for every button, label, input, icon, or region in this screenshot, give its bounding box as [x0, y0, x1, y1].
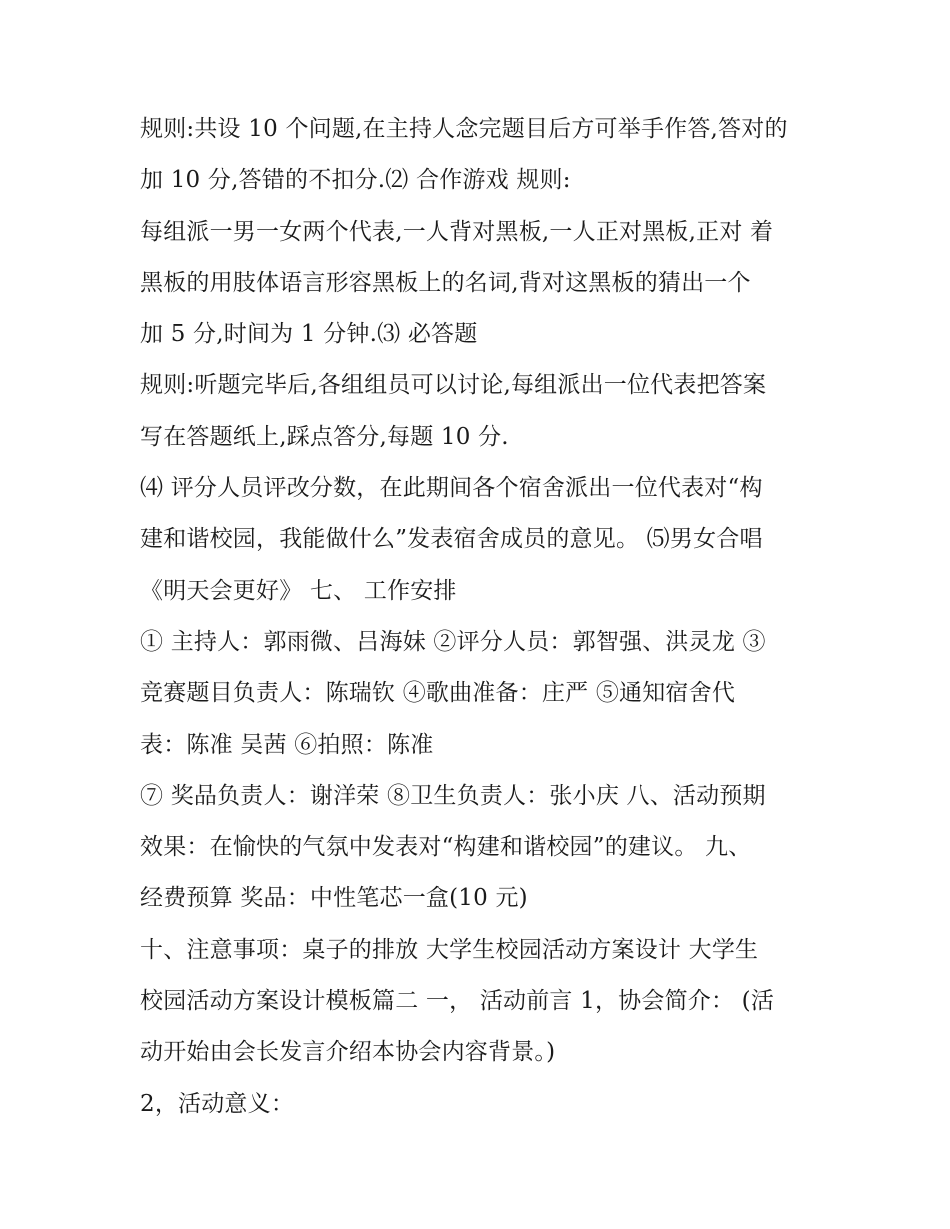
text-line: 加 5 分,时间为 1 分钟.⑶ 必答题 [140, 321, 478, 348]
text-line: 表：陈准 吴茜 ⑥拍照：陈准 [140, 731, 434, 758]
text-line: 十、注意事项：桌子的排放 大学生校园活动方案设计 大学生 [140, 936, 759, 963]
text-line: ⑦ 奖品负责人：谢洋荣 ⑧卫生负责人：张小庆 八、活动预期 [140, 782, 766, 809]
text-line: 效果：在愉快的气氛中发表对“构建和谐校园”的建议。 九、 [140, 834, 752, 861]
text-line: 黑板的用肢体语言形容黑板上的名词,背对这黑板的猜出一个 [140, 269, 751, 296]
text-line: 规则:听题完毕后,各组组员可以讨论,每组派出一位代表把答案 [140, 372, 767, 399]
text-line: 经费预算 奖品：中性笔芯一盒(10 元) [140, 885, 528, 912]
text-line: 动开始由会长发言介绍本协会内容背景。) [140, 1039, 556, 1066]
text-line: 建和谐校园，我能做什么”发表宿舍成员的意见。 ⑸男女合唱 [140, 526, 763, 553]
text-line: 竞赛题目负责人：陈瑞钦 ④歌曲准备：庄严 ⑤通知宿舍代 [140, 680, 736, 707]
text-line: 校园活动方案设计模板篇二 一， 活动前言 1，协会简介： (活 [140, 988, 775, 1015]
text-line: 写在答题纸上,踩点答分,每题 10 分. [140, 423, 509, 450]
text-line: 每组派一男一女两个代表,一人背对黑板,一人正对黑板,正对 着 [140, 218, 774, 245]
text-line: ⑷ 评分人员评改分数，在此期间各个宿舍派出一位代表对“构 [140, 475, 763, 502]
text-line: 加 10 分,答错的不扣分.⑵ 合作游戏 规则: [140, 167, 571, 194]
text-line: 2，活动意义： [140, 1090, 295, 1117]
text-line: 《明天会更好》 七、 工作安排 [140, 577, 457, 604]
document-body [140, 108, 820, 1134]
text-line: 规则:共设 10 个问题,在主持人念完题目后方可举手作答,答对的 [140, 116, 788, 142]
text-line: ① 主持人：郭雨微、吕海妹 ②评分人员：郭智强、洪灵龙 ③ [140, 628, 766, 655]
